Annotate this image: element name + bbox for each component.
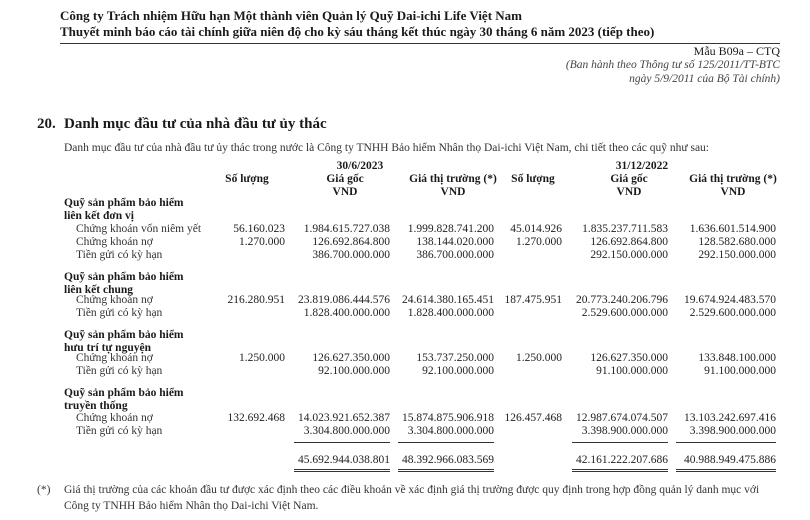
row-label: Chứng khoán nợ: [76, 294, 153, 306]
qty-2022: 187.475.951: [504, 294, 562, 306]
total-cost-2023: 45.692.944.038.801: [298, 454, 390, 466]
market-2022: 13.103.242.697.416: [684, 412, 776, 424]
cost-2023: 3.304.800.000.000: [303, 425, 390, 437]
cost-header-2: [584, 173, 674, 199]
market-2022: 128.582.680.000: [698, 236, 776, 248]
cost-2022: 126.692.864.800: [590, 236, 668, 248]
qty-header-2: Số lượng: [511, 173, 555, 185]
market-header-1: [398, 173, 508, 199]
market-label-2: Giá thị trường (*): [689, 173, 777, 185]
row-label: Chứng khoán nợ: [76, 236, 153, 248]
total-rule: [398, 442, 494, 443]
cost-2022: 3.398.900.000.000: [581, 425, 668, 437]
total-double-rule: [676, 471, 776, 472]
qty-2023: 216.280.951: [227, 294, 285, 306]
cost-2022: 1.835.237.711.583: [582, 223, 668, 235]
total-rule: [572, 442, 668, 443]
qty-header-1: Số lượng: [225, 173, 269, 185]
period-header-2023: 30/6/2023: [336, 160, 384, 172]
qty-2023: 1.270.000: [239, 236, 285, 248]
total-double-rule: [572, 469, 668, 470]
cost-2022: 2.529.600.000.000: [581, 307, 668, 319]
total-market-2022: 40.988.949.475.886: [684, 454, 776, 466]
cost-2022: 12.987.674.074.507: [576, 412, 668, 424]
market-header-2: [678, 173, 788, 199]
form-note-1: (Ban hành theo Thông tư số 125/2011/TT-BTC: [565, 59, 780, 71]
qty-2022: 1.250.000: [516, 352, 562, 364]
qty-2023: 132.692.468: [227, 412, 285, 424]
row-label: Chứng khoán nợ: [76, 352, 153, 364]
fund-group-title-line2: liên kết chung: [64, 284, 134, 296]
cost-2023: 1.828.400.000.000: [303, 307, 390, 319]
qty-2023: 56.160.023: [233, 223, 285, 235]
cost-2023: 92.100.000.000: [318, 365, 390, 377]
period-header-2022: 31/12/2022: [615, 160, 669, 172]
total-double-rule: [676, 469, 776, 470]
table-row: [0, 307, 810, 321]
cost-label-2: Giá gốc: [610, 173, 648, 185]
cost-2022: 91.100.000.000: [596, 365, 668, 377]
market-2023: 1.828.400.000.000: [407, 307, 494, 319]
row-label: Chứng khoán nợ: [76, 412, 153, 424]
total-row: [0, 454, 810, 468]
cost-2023: 126.627.350.000: [312, 352, 390, 364]
total-rule: [676, 442, 776, 443]
fund-group-title-line1: Quỹ sản phẩm bảo hiểm: [64, 329, 184, 341]
market-2023: 92.100.000.000: [422, 365, 494, 377]
market-2022: 1.636.601.514.900: [689, 223, 776, 235]
form-note-2: ngày 5/9/2011 của Bộ Tài chính): [629, 73, 780, 85]
row-label: Chứng khoán vốn niêm yết: [76, 223, 202, 235]
fund-group-title-line1: Quỹ sản phẩm bảo hiểm: [64, 197, 184, 209]
market-unit-1: VND: [440, 186, 466, 198]
market-2023: 386.700.000.000: [416, 249, 494, 261]
market-2023: 138.144.020.000: [416, 236, 494, 248]
section-number: 20.: [37, 116, 56, 132]
qty-2022: 126.457.468: [504, 412, 562, 424]
table-row: [0, 294, 810, 308]
fund-group-title-line1: Quỹ sản phẩm bảo hiểm: [64, 271, 184, 283]
footnote: [37, 482, 784, 514]
total-double-rule: [294, 471, 390, 472]
cost-2023: 1.984.615.727.038: [303, 223, 390, 235]
market-2022: 292.150.000.000: [698, 249, 776, 261]
cost-unit-1: VND: [332, 186, 358, 198]
table-row: [0, 365, 810, 379]
section-title: Danh mục đầu tư của nhà đầu tư ủy thác: [64, 116, 327, 132]
market-2022: 91.100.000.000: [704, 365, 776, 377]
section-heading: [37, 116, 327, 133]
market-unit-2: VND: [720, 186, 746, 198]
row-label: Tiền gửi có kỳ hạn: [76, 365, 163, 377]
cost-unit-2: VND: [616, 186, 642, 198]
cost-2022: 292.150.000.000: [590, 249, 668, 261]
total-double-rule: [294, 469, 390, 470]
cost-2023: 386.700.000.000: [312, 249, 390, 261]
fund-group-title: [64, 197, 184, 223]
form-reference: [566, 44, 780, 86]
cost-2023: 23.819.086.444.576: [298, 294, 390, 306]
total-double-rule: [398, 469, 494, 470]
row-label: Tiền gửi có kỳ hạn: [76, 307, 163, 319]
table-row: [0, 236, 810, 250]
market-label-1: Giá thị trường (*): [409, 173, 497, 185]
cost-2022: 126.627.350.000: [590, 352, 668, 364]
cost-label-1: Giá gốc: [326, 173, 364, 185]
total-double-rule: [572, 471, 668, 472]
total-double-rule: [398, 471, 494, 472]
table-row: [0, 223, 810, 237]
document-subtitle: Thuyết minh báo cáo tài chính giữa niên độ cho kỳ sáu tháng kết thúc ngày 30 tháng 6 năm 2023 (tiếp theo): [60, 24, 655, 39]
market-2023: 24.614.380.165.451: [402, 294, 494, 306]
section-intro: Danh mục đầu tư của nhà đầu tư ủy thác trong nước là Công ty TNHH Bảo hiểm Nhân thọ Dai-ichi Việt Nam, chi tiết theo các quỹ như sau:: [64, 142, 709, 154]
qty-2022: 1.270.000: [516, 236, 562, 248]
company-name: Công ty Trách nhiệm Hữu hạn Một thành viên Quản lý Quỹ Dai-ichi Life Việt Nam: [60, 8, 523, 23]
market-2023: 15.874.875.906.918: [402, 412, 494, 424]
row-label: Tiền gửi có kỳ hạn: [76, 249, 163, 261]
footnote-marker: (*): [37, 484, 51, 496]
market-2023: 3.304.800.000.000: [407, 425, 494, 437]
table-row: [0, 425, 810, 439]
qty-2023: 1.250.000: [239, 352, 285, 364]
table-row: [0, 249, 810, 263]
market-2022: 133.848.100.000: [698, 352, 776, 364]
total-cost-2022: 42.161.222.207.686: [576, 454, 668, 466]
fund-group-title-line2: liên kết đơn vị: [64, 210, 134, 222]
footnote-text: Giá thị trường của các khoản đầu tư được xác định theo các điều khoản về xác định giá thị trường được quy định trong hợp đồng quản lý danh mục với Công ty TNHH Bảo hiểm Nhân thọ Dai-ichi Việt Nam.: [64, 484, 760, 512]
fund-group-title-line1: Quỹ sản phẩm bảo hiểm: [64, 387, 184, 399]
table-row: [0, 412, 810, 426]
qty-2022: 45.014.926: [510, 223, 562, 235]
cost-2023: 126.692.864.800: [312, 236, 390, 248]
cost-header-1: [300, 173, 390, 199]
row-label: Tiền gửi có kỳ hạn: [76, 425, 163, 437]
fund-group-title: [64, 387, 184, 413]
cost-2022: 20.773.240.206.796: [576, 294, 668, 306]
market-2022: 2.529.600.000.000: [689, 307, 776, 319]
total-rule: [294, 442, 390, 443]
market-2022: 19.674.924.483.570: [684, 294, 776, 306]
fund-group-title-line2: hưu trí tự nguyện: [64, 342, 151, 354]
market-2023: 1.999.828.741.200: [407, 223, 494, 235]
market-2022: 3.398.900.000.000: [689, 425, 776, 437]
fund-group-title-line2: truyền thống: [64, 400, 128, 412]
market-2023: 153.737.250.000: [416, 352, 494, 364]
table-row: [0, 352, 810, 366]
form-code: Mẫu B09a – CTQ: [693, 44, 780, 58]
total-market-2023: 48.392.966.083.569: [402, 454, 494, 466]
cost-2023: 14.023.921.652.387: [298, 412, 390, 424]
